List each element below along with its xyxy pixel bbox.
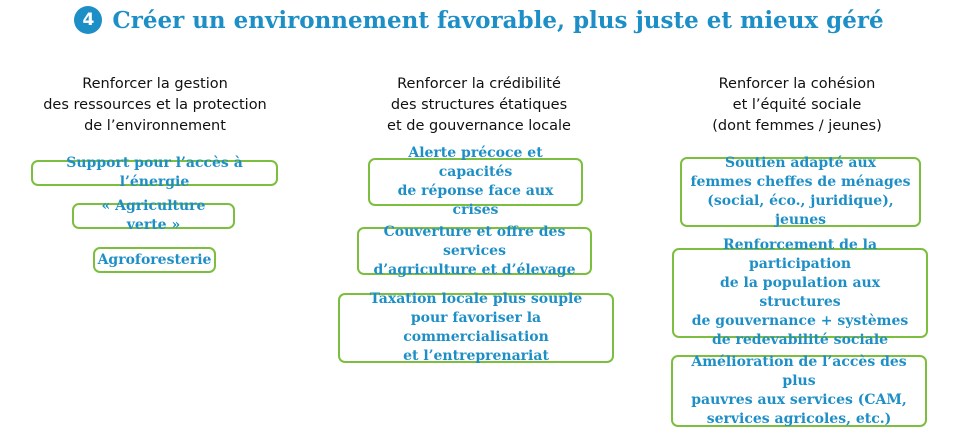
column-1-heading: Renforcer la gestion des ressources et la protection de l’environnement [43,76,267,134]
column-1-box-agriculture-verte: « Agriculture verte » [72,203,235,229]
column-3-box-soutien-femmes: Soutien adapté aux femmes cheffes de ménages (social, éco., juridique), jeunes [680,157,921,227]
column-3-heading: Renforcer la cohésion et l’équité sociale (dont femmes / jeunes) [712,76,882,134]
column-2-box-alerte-precoce: Alerte précoce et capacités de réponse face aux crises [368,158,583,206]
column-2-box-taxation-locale: Taxation locale plus souple pour favoriser la commercialisation et l’entreprenariat [338,293,614,363]
column-3-box-acces-services: Amélioration de l’accès des plus pauvres aux services (CAM, services agricoles, etc.) [671,355,927,427]
title-text: Créer un environnement favorable, plus juste et mieux géré [112,6,884,34]
column-2-box-couverture-services: Couverture et offre des services d’agriculture et d’élevage [357,227,592,275]
diagram-title [0,6,958,34]
column-1-box-agroforesterie: Agroforesterie [93,247,216,273]
column-3-box-participation: Renforcement de la participation de la population aux structures de gouvernance + systèmes de redevabilité sociale [672,248,928,338]
column-1-box-energie: Support pour l’accès à l’énergie [31,160,278,186]
step-number-badge: 4 [74,6,102,34]
column-2-heading: Renforcer la crédibilité des structures étatiques et de gouvernance locale [387,76,571,134]
